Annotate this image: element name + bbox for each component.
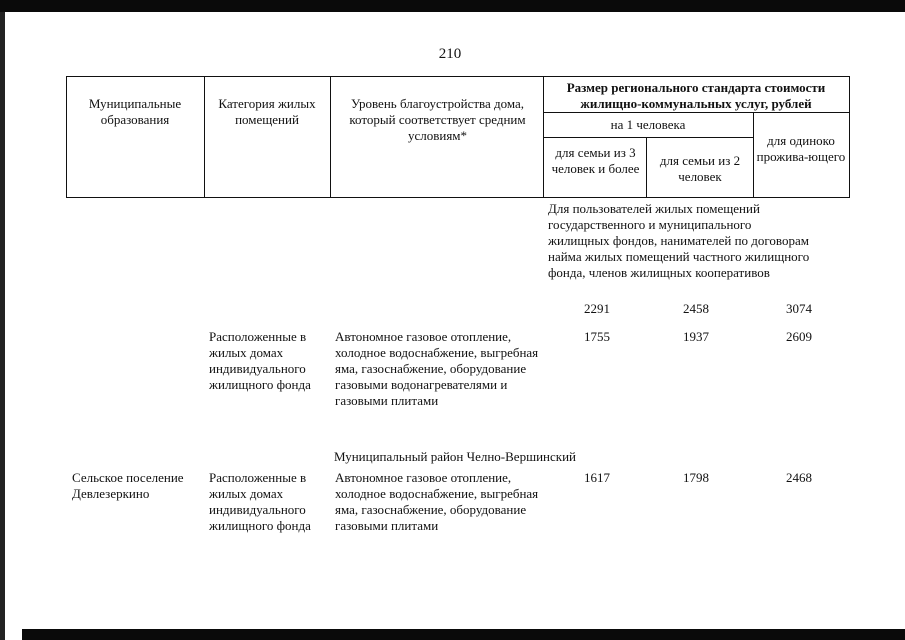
scan-border-top (0, 0, 905, 12)
scan-border-left (0, 12, 5, 640)
row2-category: Расположенные в жилых домах индивидуального жилищного фонда (209, 329, 311, 392)
row2-value-family3: 1755 (584, 329, 610, 344)
row3-municipality: Сельское поселение Девлезеркино (72, 470, 184, 501)
row3-level: Автономное газовое отопление, холодное водоснабжение, выгребная яма, газоснабжение, оборудование газовыми плитами (335, 470, 539, 533)
header-category: Категория жилых помещений (218, 96, 316, 127)
note-text: Для пользователей жилых помещений государственного и муниципального жилищных фондов, нанимателей по договорам найма жилых помещений частного жилищного фонда, членов жилищных кооперативов (548, 201, 810, 280)
header-level: Уровень благоустройства дома, который соответствует средним условиям* (349, 96, 526, 143)
row2-value-single: 2609 (786, 329, 812, 344)
row1-value-family2: 2458 (683, 301, 709, 316)
header-family-3: для семьи из 3 человек и более (551, 145, 640, 176)
row1-value-single: 3074 (786, 301, 812, 316)
row3-value-family3: 1617 (584, 470, 610, 485)
header-family-2: для семьи из 2 человек (659, 153, 741, 184)
header-single: для одиноко прожива-ющего (756, 133, 846, 164)
row1-value-family3: 2291 (584, 301, 610, 316)
row2-level: Автономное газовое отопление, холодное водоснабжение, выгребная яма, газоснабжение, оборудование газовыми водонагревателями и газовыми плитами (335, 329, 539, 408)
header-standard-size: Размер регионального стандарта стоимости жилищно-коммунальных услуг, рублей (566, 80, 826, 111)
row3-value-single: 2468 (786, 470, 812, 485)
row3-value-family2: 1798 (683, 470, 709, 485)
row3-category: Расположенные в жилых домах индивидуального жилищного фонда (209, 470, 311, 533)
district-heading: Муниципальный район Челно-Вершинский (333, 449, 576, 464)
header-per-person: на 1 человека (610, 117, 686, 132)
header-municipalities: Муниципальные образования (88, 96, 182, 127)
scan-border-bottom (22, 629, 905, 640)
page-number: 210 (438, 46, 462, 62)
row2-value-family2: 1937 (683, 329, 709, 344)
